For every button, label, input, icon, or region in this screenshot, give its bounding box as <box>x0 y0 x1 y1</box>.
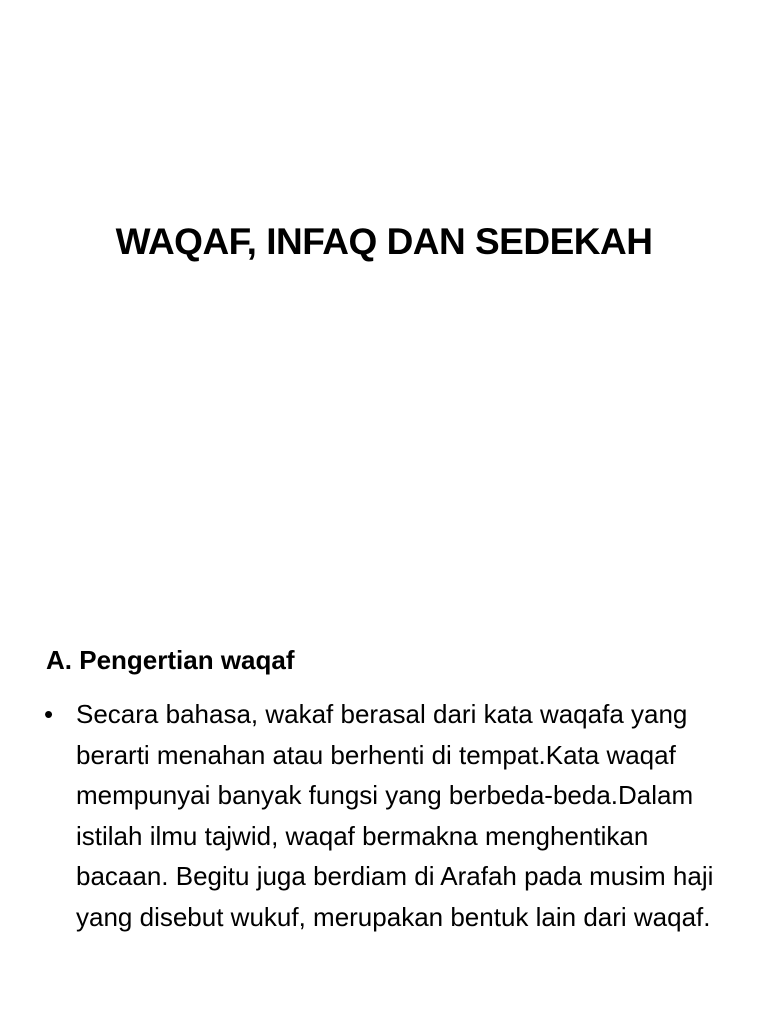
bullet-item <box>44 694 734 937</box>
bullet-list <box>44 694 734 937</box>
bullet-marker: • <box>44 699 54 729</box>
slide-title: WAQAF, INFAQ DAN SEDEKAH <box>115 221 653 262</box>
bullet-text: Secara bahasa, wakaf berasal dari kata waqafa yang berarti menahan atau berhenti di tempat.Kata waqaf mempunyai banyak fungsi yang berbeda-beda.Dalam istilah ilmu tajwid, waqaf bermakna menghentikan bacaan. Begitu juga berdiam di Arafah pada musim haji yang disebut wukuf, merupakan bentuk lain dari waqaf. <box>76 699 714 932</box>
title-slide <box>0 0 768 490</box>
content-slide <box>0 630 768 1024</box>
section-heading: A. Pengertian waqaf <box>46 645 295 675</box>
